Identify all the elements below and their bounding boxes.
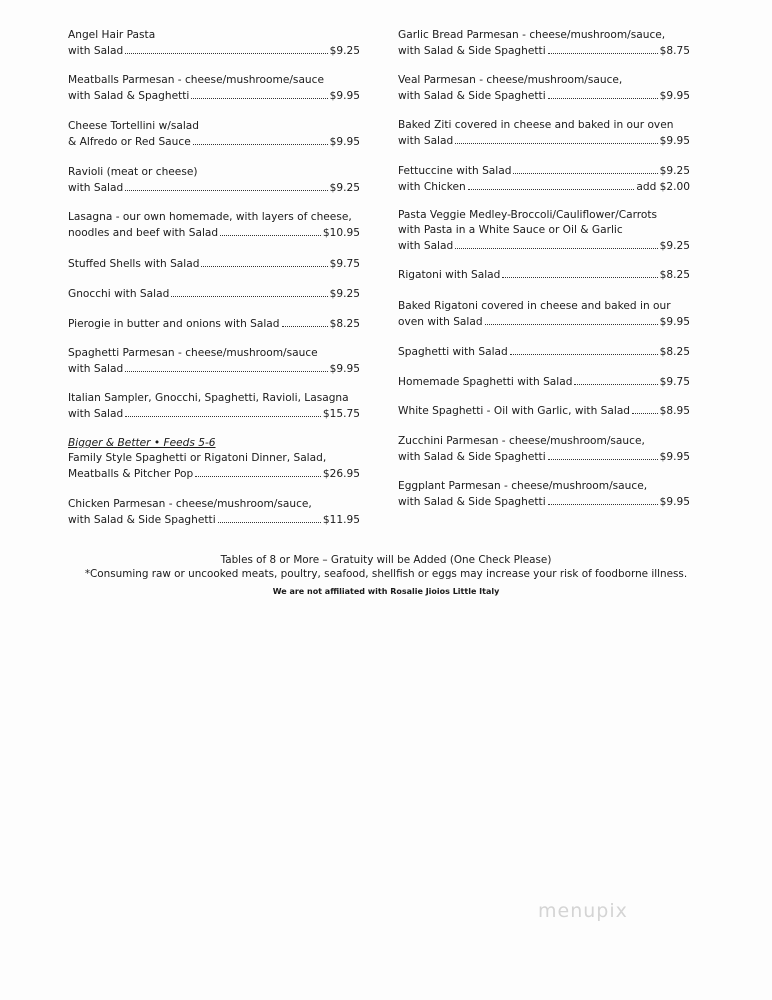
item-price: $15.75 [322, 408, 360, 420]
item-detail: with Salad & Side Spaghetti [398, 90, 546, 102]
item-detail: with Salad [68, 363, 124, 375]
menu-item-gnocchi [68, 286, 360, 302]
item-price: $9.95 [329, 363, 360, 375]
item-price: $9.25 [329, 182, 360, 194]
item-price: $9.95 [659, 451, 690, 463]
item-detail: noodles and beef with Salad [68, 227, 219, 239]
item-name: Baked Ziti covered in cheese and baked in our oven [398, 119, 674, 131]
item-detail: oven with Salad [398, 316, 483, 328]
item-addon-price: add $2.00 [636, 181, 690, 193]
item-price: $9.25 [659, 240, 690, 252]
menu-item-family-style [68, 436, 360, 482]
item-name: Italian Sampler, Gnocchi, Spaghetti, Ravioli, Lasagna [68, 392, 349, 404]
menu-item-chicken-parmesan [68, 497, 360, 528]
item-detail: with Salad & Side Spaghetti [398, 451, 546, 463]
menu-item-fettuccine [398, 163, 690, 195]
item-price: $8.75 [659, 45, 690, 57]
menu-item-ravioli [68, 165, 360, 196]
item-detail: with Salad & Side Spaghetti [68, 514, 216, 526]
item-name: Family Style Spaghetti or Rigatoni Dinner, Salad, [68, 452, 327, 464]
item-price: $8.25 [329, 318, 360, 330]
item-name: Baked Rigatoni covered in cheese and baked in our [398, 300, 671, 312]
menu-item-rigatoni [398, 267, 690, 283]
item-name: Stuffed Shells with Salad [68, 258, 200, 270]
item-price: $9.75 [329, 258, 360, 270]
item-name: Ravioli (meat or cheese) [68, 166, 198, 178]
item-name: Homemade Spaghetti with Salad [398, 376, 573, 388]
menu-item-spaghetti-parmesan [68, 346, 360, 377]
item-price: $9.95 [329, 90, 360, 102]
item-price: $8.25 [659, 346, 690, 358]
item-name: Pierogie in butter and onions with Salad [68, 318, 280, 330]
item-price: $11.95 [322, 514, 360, 526]
menupix-watermark: menupix [538, 900, 628, 922]
item-price: $9.95 [329, 136, 360, 148]
item-price: $9.95 [659, 90, 690, 102]
item-name: Lasagna - our own homemade, with layers of cheese, [68, 211, 352, 223]
item-name: Eggplant Parmesan - cheese/mushroom/sauce, [398, 480, 648, 492]
menu-item-garlic-bread-parmesan [398, 28, 690, 59]
menu-item-cheese-tortellini [68, 119, 360, 150]
menu-item-zucchini-parmesan [398, 434, 690, 465]
item-detail: & Alfredo or Red Sauce [68, 136, 191, 148]
menu-item-italian-sampler [68, 391, 360, 422]
affiliation-note: We are not affiliated with Rosalie Jioios Little Italy [272, 587, 500, 596]
gratuity-note: Tables of 8 or More – Gratuity will be Added (One Check Please) [220, 554, 552, 566]
item-detail: with Salad [68, 182, 124, 194]
item-price: $9.95 [659, 316, 690, 328]
item-price: $9.95 [659, 135, 690, 147]
item-name: Garlic Bread Parmesan - cheese/mushroom/sauce, [398, 29, 666, 41]
item-price: $10.95 [322, 227, 360, 239]
item-name: Meatballs Parmesan - cheese/mushroome/sauce [68, 74, 324, 86]
item-price: $8.95 [659, 405, 690, 417]
item-detail: Meatballs & Pitcher Pop [68, 468, 194, 480]
item-price: $9.25 [659, 165, 690, 177]
item-price: $9.75 [659, 376, 690, 388]
menu-item-eggplant-parmesan [398, 479, 690, 510]
item-name: Veal Parmesan - cheese/mushroom/sauce, [398, 74, 623, 86]
menu-item-stuffed-shells [68, 256, 360, 272]
item-name: Gnocchi with Salad [68, 288, 170, 300]
section-header: Bigger & Better • Feeds 5-6 [68, 437, 216, 449]
item-name: Spaghetti with Salad [398, 346, 508, 358]
item-name: Rigatoni with Salad [398, 269, 501, 281]
item-price: $8.25 [659, 269, 690, 281]
food-safety-warning: *Consuming raw or uncooked meats, poultry, seafood, shellfish or eggs may increase your risk of foodborne illness. [84, 568, 688, 580]
item-detail: with Salad [398, 135, 454, 147]
menu-item-angel-hair-pasta [68, 28, 360, 59]
menu-item-baked-ziti [398, 118, 690, 149]
item-price: $9.95 [659, 496, 690, 508]
item-name: Pasta Veggie Medley-Broccoli/Cauliflower/Carrots [398, 209, 658, 221]
item-detail: with Salad & Spaghetti [68, 90, 190, 102]
item-name: Zucchini Parmesan - cheese/mushroom/sauce, [398, 435, 645, 447]
menu-item-pasta-veggie-medley [398, 208, 690, 254]
menu-item-white-spaghetti [398, 403, 690, 419]
item-detail: with Salad [68, 45, 124, 57]
menu-item-homemade-spaghetti [398, 374, 690, 390]
item-price: $9.25 [329, 45, 360, 57]
item-price: $9.25 [329, 288, 360, 300]
item-name: Fettuccine with Salad [398, 165, 512, 177]
item-name: Angel Hair Pasta [68, 29, 156, 41]
item-detail: with Chicken [398, 181, 466, 193]
item-name: Cheese Tortellini w/salad [68, 120, 199, 132]
menu-item-spaghetti [398, 344, 690, 360]
item-detail: with Salad & Side Spaghetti [398, 45, 546, 57]
item-name: Chicken Parmesan - cheese/mushroom/sauce, [68, 498, 312, 510]
item-detail: with Salad [398, 240, 454, 252]
item-name: Spaghetti Parmesan - cheese/mushroom/sauce [68, 347, 318, 359]
item-detail: with Salad & Side Spaghetti [398, 496, 546, 508]
menu-item-veal-parmesan [398, 73, 690, 104]
item-detail: with Salad [68, 408, 124, 420]
item-price: $26.95 [322, 468, 360, 480]
item-name: White Spaghetti - Oil with Garlic, with Salad [398, 405, 631, 417]
menu-item-pierogie [68, 316, 360, 332]
item-description: with Pasta in a White Sauce or Oil & Garlic [398, 224, 623, 236]
menu-item-meatballs-parmesan [68, 73, 360, 104]
menu-item-baked-rigatoni [398, 299, 690, 330]
menu-item-lasagna [68, 210, 360, 241]
